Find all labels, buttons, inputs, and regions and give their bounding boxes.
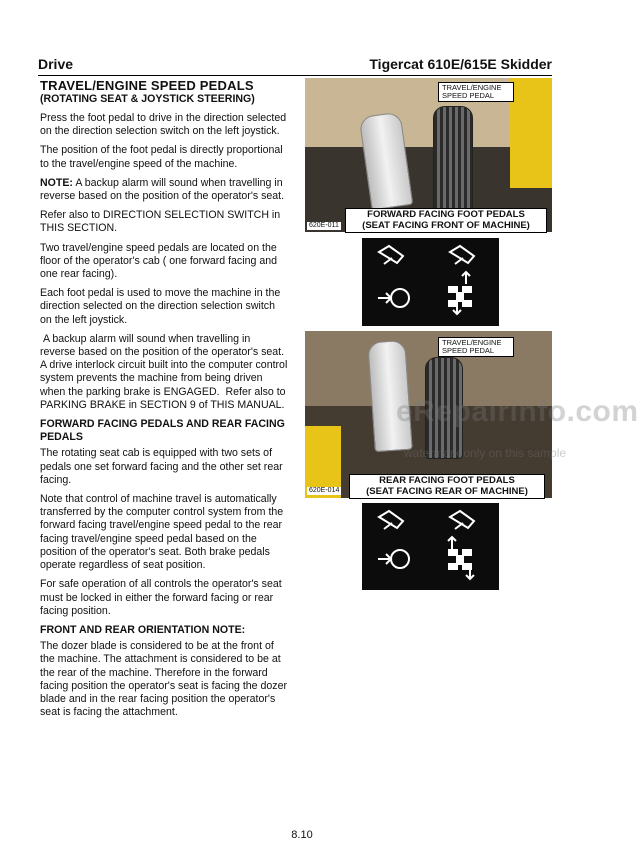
page-header [38, 56, 552, 76]
watermark-note: watermark only on this sample [404, 446, 567, 460]
control-diagram-forward [362, 238, 499, 326]
photo-caption: REAR FACING FOOT PEDALS (SEAT FACING REAR OF MACHINE) [349, 474, 545, 499]
paragraph: Refer also to DIRECTION SELECTION SWITCH in THIS SECTION. [40, 209, 281, 235]
subsection-title: FORWARD FACING PEDALS AND REAR FACING PEDALS [40, 418, 285, 444]
photo-id: 620E-014 [309, 487, 340, 494]
note-label: NOTE: [40, 176, 73, 189]
control-diagram-rear [362, 503, 499, 590]
pedal-callout: TRAVEL/ENGINE SPEED PEDAL [438, 82, 514, 102]
travel-pedal [433, 106, 473, 212]
section-title: TRAVEL/ENGINE SPEED PEDALS [40, 78, 254, 93]
paragraph: The dozer blade is considered to be at the front of the machine. The attachment is considered to be at the rear of the machine. Therefore in the forward facing position the operator's seat is facing the dozer blade and in the rear facing position the operator's seat is facing the attachment. [40, 640, 288, 719]
paragraph: A backup alarm will sound when travelling in reverse based on the position of the operator's seat. A drive interlock circuit built into the computer control system prevents the machine from being driven when the parking brake is ENGAGED. Refer also to PARKING BRAKE in SECTION 9 of THIS MANUAL. [40, 332, 291, 411]
forward-pedals-photo [305, 78, 552, 232]
paragraph: Press the foot pedal to drive in the direction selected on the direction selection switch on the left joystick. [40, 112, 287, 138]
paragraph: Two travel/engine speed pedals are located on the floor of the operator's cab ( one forward facing and one rear facing). [40, 241, 277, 281]
manual-title: Tigercat 610E/615E Skidder [369, 56, 552, 72]
paragraph: For safe operation of all controls the operator's seat must be locked in either the forward facing or rear facing position. [40, 578, 282, 617]
photo-caption: FORWARD FACING FOOT PEDALS (SEAT FACING FRONT OF MACHINE) [345, 208, 547, 233]
note-text: A backup alarm will sound when travelling in reverse based on the position of the operator's seat. [40, 176, 285, 203]
text-column [40, 78, 291, 723]
pedal-callout: TRAVEL/ENGINE SPEED PEDAL [438, 337, 514, 357]
header-rule [38, 75, 552, 76]
paragraph: Each foot pedal is used to move the machine in the direction selected on the direction selection switch on the left joystick. [40, 287, 281, 326]
paragraph: Note that control of machine travel is automatically transferred by the computer control system from the forward facing travel/engine speed pedal to the rear facing travel/engine speed pedal based on the position of the operator's seat. Both brake pedals operate regardless of seat position. [40, 493, 284, 572]
paragraph: The rotating seat cab is equipped with two sets of pedals one set forward facing and the other set rear facing. [40, 447, 283, 486]
section-subtitle: (ROTATING SEAT & JOYSTICK STEERING) [40, 93, 255, 105]
watermark: eRepairinfo.com [396, 395, 639, 428]
page-number: 8.10 [291, 829, 313, 841]
photo-id: 620E-011 [309, 222, 339, 229]
subsection-title: FRONT AND REAR ORIENTATION NOTE: [40, 623, 246, 636]
note-paragraph [40, 177, 288, 203]
section-name: Drive [38, 56, 74, 72]
paragraph: The position of the foot pedal is directly proportional to the travel/engine speed of the machine. [40, 144, 283, 170]
